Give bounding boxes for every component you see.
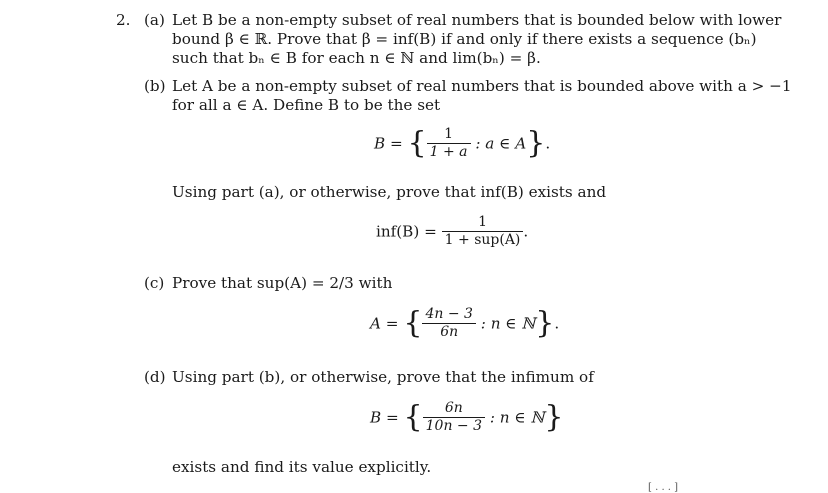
part-b-label: (b) xyxy=(144,77,166,95)
left-brace: { xyxy=(403,399,423,435)
fraction-denominator: 10n − 3 xyxy=(425,418,483,434)
fraction-numerator: 1 xyxy=(442,214,524,232)
part-a-label: (a) xyxy=(144,11,165,29)
part-d-line-2: exists and find its value explicitly. xyxy=(172,458,432,476)
fraction-numerator: 6n xyxy=(423,400,485,418)
set-period: . xyxy=(545,134,551,153)
part-b-line-1: Let A be a non-empty subset of real numbers that is bounded above with a > −1 xyxy=(172,77,792,95)
part-a-line-2: bound β ∈ ℝ. Prove that β = inf(B) if and only if there exists a sequence (bₙ) xyxy=(172,30,757,48)
fraction-denominator: 6n xyxy=(440,324,459,340)
set-condition: : a ∈ A xyxy=(475,134,527,153)
part-a-line-3: such that bₙ ∈ B for each n ∈ ℕ and lim(bₙ) = β. xyxy=(172,49,541,67)
part-d-set-definition xyxy=(370,400,563,435)
set-period: . xyxy=(554,314,560,333)
part-b-line-2: for all a ∈ A. Define B to be the set xyxy=(172,96,441,114)
part-a-line-1: Let B be a non-empty subset of real numbers that is bounded below with lower xyxy=(172,11,782,29)
right-brace: } xyxy=(535,305,555,341)
set-lhs: B = xyxy=(370,408,399,427)
equation-period: . xyxy=(523,222,529,241)
set-fraction xyxy=(423,400,485,435)
equation-lhs: inf(B) = xyxy=(376,222,437,241)
part-b-inf-equation xyxy=(376,214,528,249)
part-b-set-definition xyxy=(374,126,550,161)
right-brace: } xyxy=(544,399,564,435)
set-condition: : n ∈ ℕ xyxy=(489,408,545,427)
set-fraction xyxy=(422,306,475,341)
fraction-denominator: 1 + sup(A) xyxy=(444,232,521,248)
set-lhs: A = xyxy=(370,314,399,333)
left-brace: { xyxy=(403,305,423,341)
part-d-line-1: Using part (b), or otherwise, prove that the infimum of xyxy=(172,368,594,386)
part-c-label: (c) xyxy=(144,274,165,292)
set-condition: : n ∈ ℕ xyxy=(480,314,536,333)
fraction-numerator: 4n − 3 xyxy=(422,306,475,324)
left-brace: { xyxy=(407,125,427,161)
right-brace: } xyxy=(526,125,546,161)
problem-number: 2. xyxy=(116,11,131,29)
part-d-label: (d) xyxy=(144,368,166,386)
equation-fraction xyxy=(442,214,524,249)
marks-fragment: [ . . . ] xyxy=(648,482,679,493)
set-fraction xyxy=(427,126,471,161)
part-b-line-3: Using part (a), or otherwise, prove that inf(B) exists and xyxy=(172,183,607,201)
fraction-denominator: 1 + a xyxy=(429,144,468,160)
part-c-line-1: Prove that sup(A) = 2/3 with xyxy=(172,274,393,292)
part-c-set-definition xyxy=(370,306,559,341)
fraction-numerator: 1 xyxy=(427,126,471,144)
set-lhs: B = xyxy=(374,134,403,153)
